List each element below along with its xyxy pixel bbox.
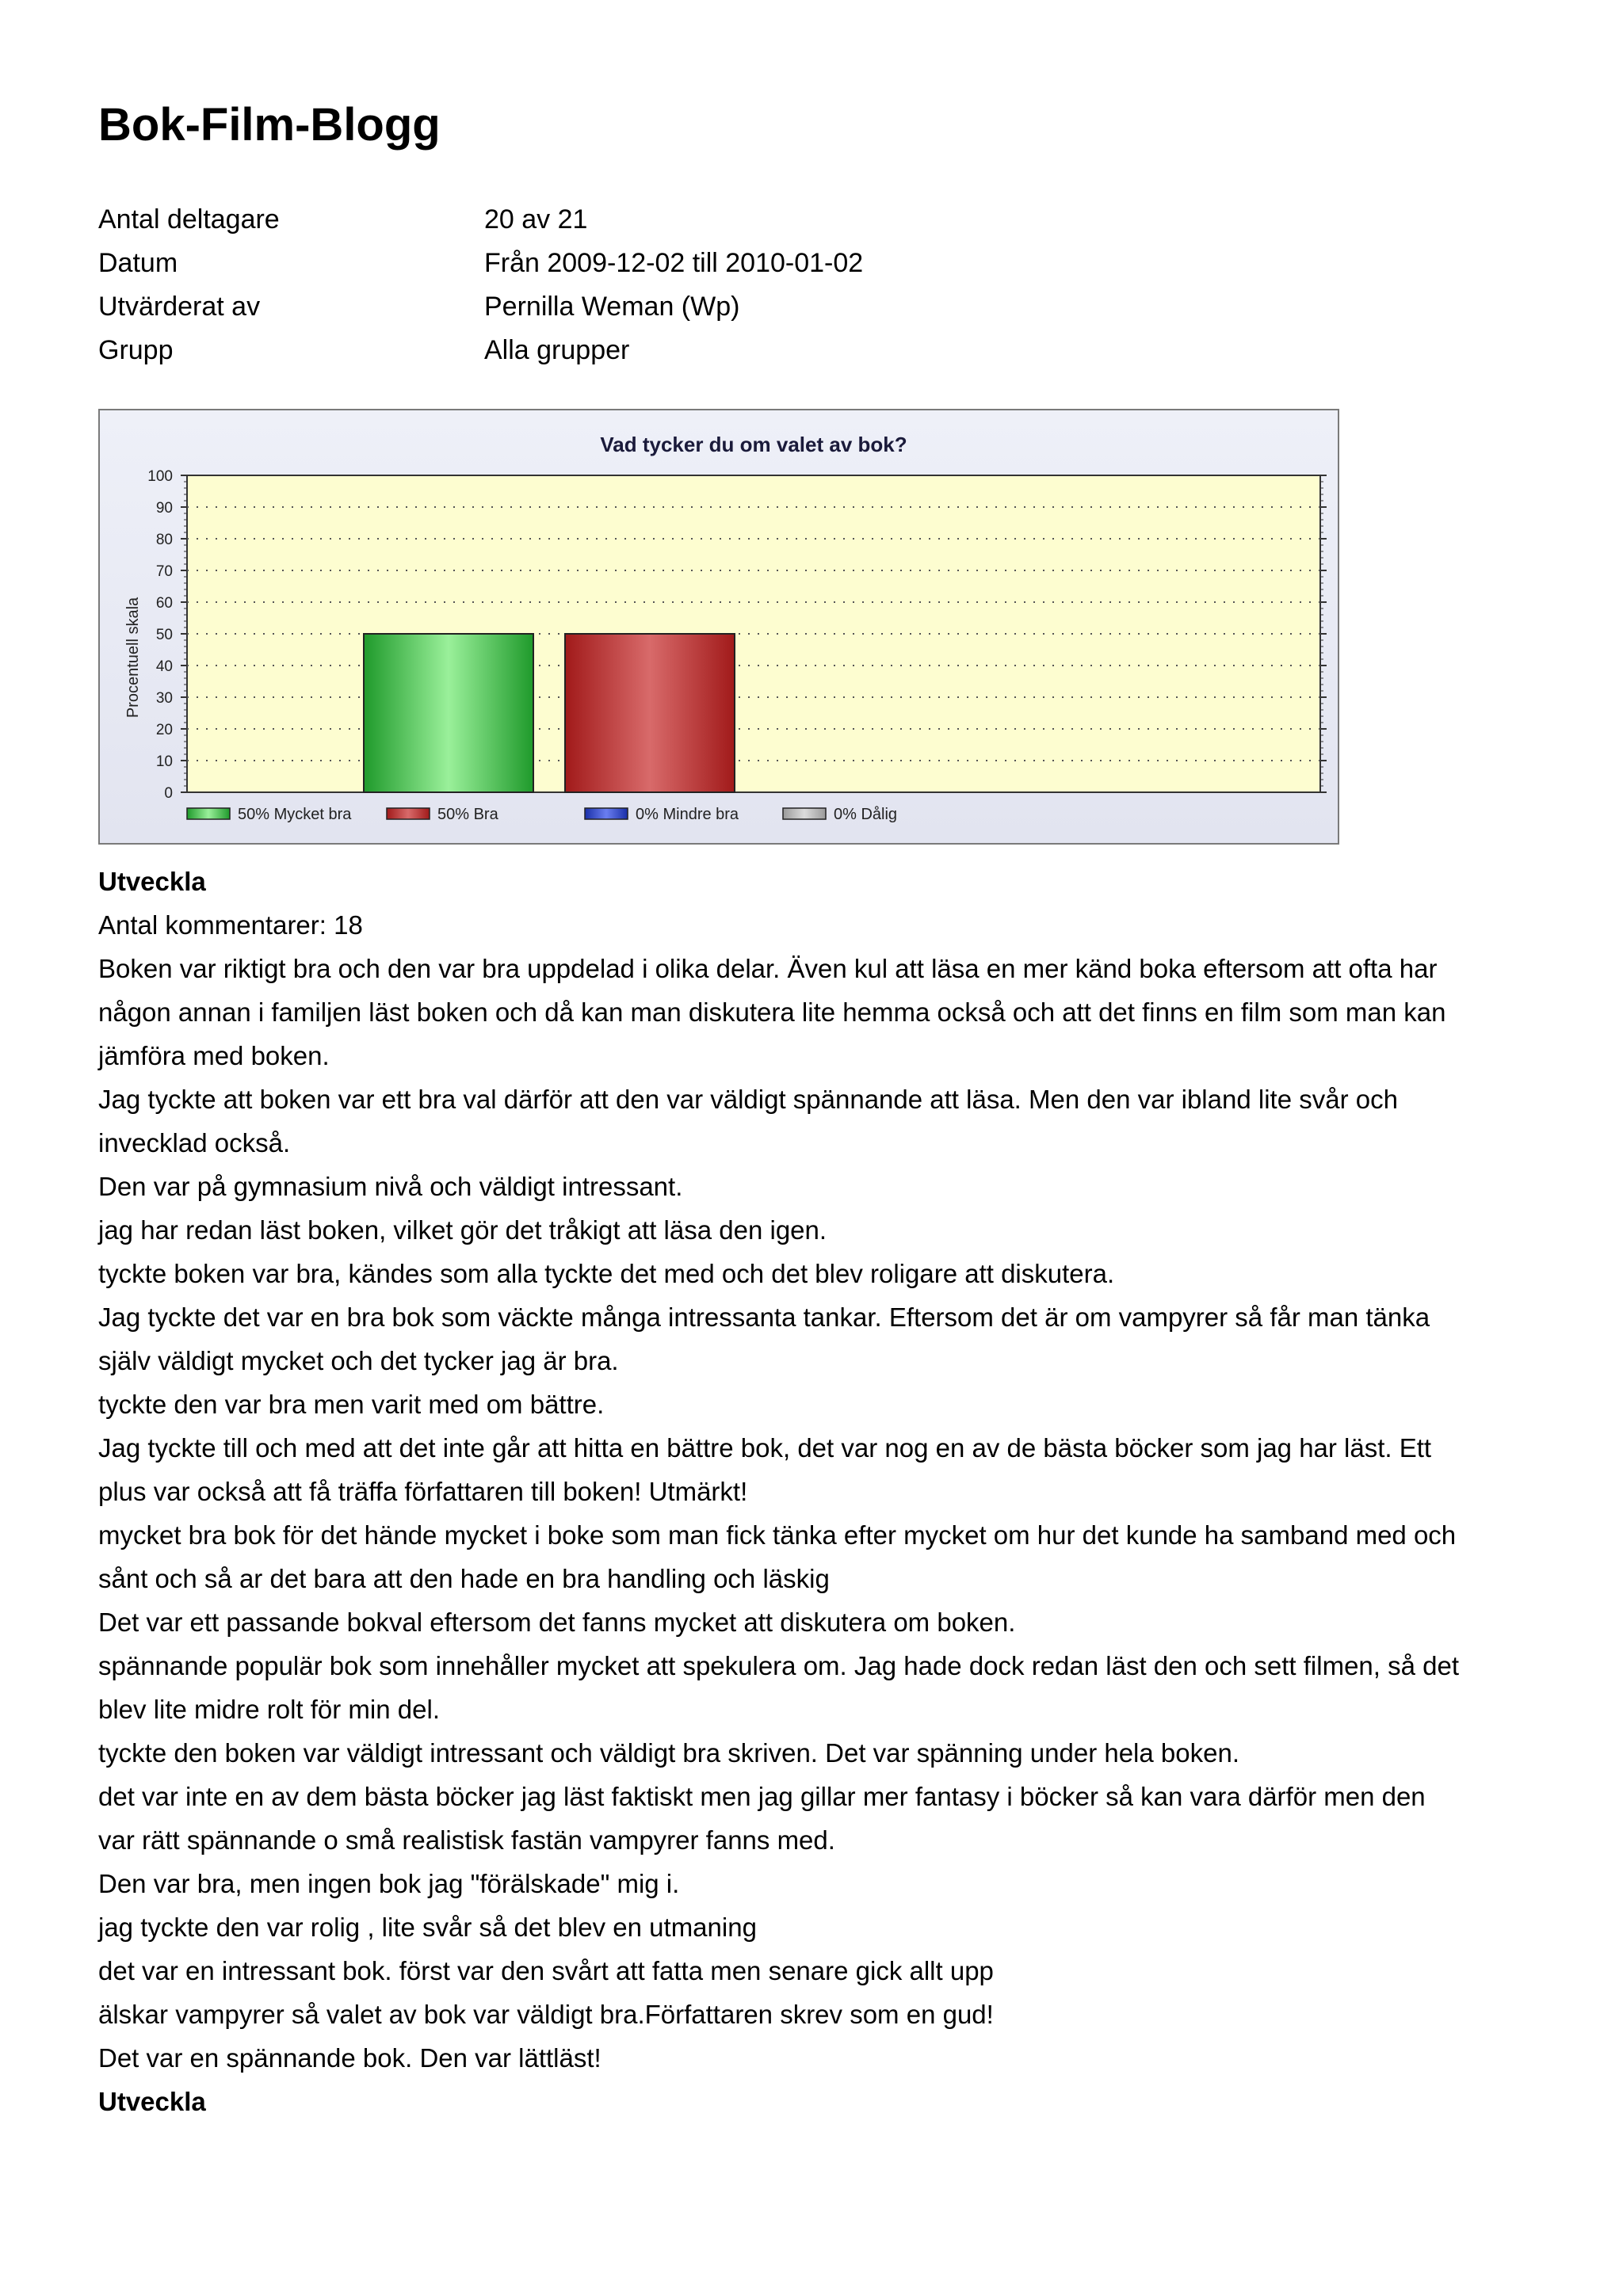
comment-line: jag har redan läst boken, vilket gör det tråkigt att läsa den igen.: [98, 1215, 827, 1245]
comment-line: sånt och så ar det bara att den hade en bra handling och läskig: [98, 1564, 830, 1593]
comment-line: själv väldigt mycket och det tycker jag är bra.: [98, 1346, 619, 1375]
comment-line: Jag tyckte till och med att det inte går att hitta en bättre bok, det var nog en av de bästa böcker som jag har läst. Ett: [98, 1433, 1432, 1463]
legend-swatch: [387, 808, 430, 819]
comment-line: tyckte den boken var väldigt intressant och väldigt bra skriven. Det var spänning under hela boken.: [98, 1738, 1239, 1768]
meta-row: [98, 285, 1049, 329]
meta-value: 20 av 21: [484, 204, 588, 235]
meta-label: Antal deltagare: [98, 204, 280, 235]
y-tick-label: 80: [155, 532, 173, 548]
section-footer-title: Utveckla: [98, 2087, 206, 2116]
comment-count: Antal kommentarer: 18: [98, 910, 363, 940]
comment-line: det var inte en av dem bästa böcker jag läst faktiskt men jag gillar mer fantasy i böcker så kan vara därför men den: [98, 1782, 1426, 1811]
comment-line: spännande populär bok som innehåller mycket att spekulera om. Jag hade dock redan läst den och sett filmen, så det: [98, 1651, 1460, 1680]
meta-value: Alla grupper: [484, 335, 630, 365]
page-title: Bok-Film-Blogg: [98, 99, 441, 151]
comment-line: Boken var riktigt bra och den var bra uppdelad i olika delar. Även kul att läsa en mer känd boka eftersom att ofta har: [98, 954, 1438, 983]
comment-line: det var en intressant bok. först var den svårt att fatta men senare gick allt upp: [98, 1956, 994, 1985]
legend-label: 0% Mindre bra: [636, 806, 739, 823]
legend-swatch: [783, 808, 826, 819]
y-axis-label: Procentuell skala: [124, 597, 142, 719]
meta-row: [98, 329, 1049, 372]
comment-line: Den var på gymnasium nivå och väldigt intressant.: [98, 1172, 683, 1201]
comment-line: blev lite midre rolt för min del.: [98, 1695, 440, 1724]
legend-swatch: [187, 808, 230, 819]
y-tick-label: 90: [155, 500, 173, 517]
section-title: Utveckla: [98, 867, 206, 896]
comment-line: någon annan i familjen läst boken och då kan man diskutera lite hemma också och att det finns en film som man kan: [98, 997, 1446, 1027]
comment-line: Jag tyckte att boken var ett bra val därför att den var väldigt spännande att läsa. Men den var ibland lite svår och: [98, 1085, 1398, 1114]
chart-container: [98, 409, 1339, 845]
y-tick-label: 60: [155, 595, 173, 612]
comment-line: jämföra med boken.: [98, 1041, 330, 1070]
meta-value: Pernilla Weman (Wp): [484, 292, 740, 322]
legend-swatch: [585, 808, 628, 819]
comment-line: mycket bra bok för det hände mycket i boke som man fick tänka efter mycket om hur det kunde ha samband med och: [98, 1520, 1457, 1550]
y-tick-label: 10: [155, 753, 173, 770]
y-tick-label: 20: [155, 722, 173, 738]
comment-line: invecklad också.: [98, 1128, 291, 1158]
legend-label: 50% Mycket bra: [238, 806, 352, 823]
comment-line: älskar vampyrer så valet av bok var väldigt bra.Författaren skrev som en gud!: [98, 2000, 994, 2029]
y-tick-label: 50: [155, 627, 173, 643]
comments-section: [98, 860, 1541, 2123]
plot-area: [187, 475, 1320, 792]
chart-title: Vad tycker du om valet av bok?: [600, 433, 907, 456]
y-tick-label: 100: [147, 468, 173, 485]
legend-label: 0% Dålig: [834, 806, 898, 823]
y-tick-label: 0: [164, 785, 173, 802]
meta-row: [98, 242, 1049, 285]
bar: [364, 634, 533, 792]
y-tick-label: 70: [155, 563, 173, 580]
comment-line: Det var en spännande bok. Den var lättläst!: [98, 2043, 601, 2073]
comment-line: Jag tyckte det var en bra bok som väckte många intressanta tankar. Eftersom det är om vampyrer så får man tänka: [98, 1302, 1430, 1332]
legend-label: 50% Bra: [437, 806, 498, 823]
bar-chart: [100, 410, 1338, 843]
meta-value: Från 2009-12-02 till 2010-01-02: [484, 248, 864, 278]
comment-line: var rätt spännande o små realistisk fastän vampyrer fanns med.: [98, 1825, 835, 1855]
comment-line: tyckte boken var bra, kändes som alla tyckte det med och det blev roligare att diskutera.: [98, 1259, 1115, 1288]
comment-line: plus var också att få träffa författaren till boken! Utmärkt!: [98, 1477, 748, 1506]
comment-line: tyckte den var bra men varit med om bättre.: [98, 1390, 605, 1419]
meta-row: [98, 198, 1049, 242]
comment-line: Den var bra, men ingen bok jag "förälskade" mig i.: [98, 1869, 680, 1898]
meta-label: Datum: [98, 248, 178, 278]
comment-list: [98, 947, 1541, 2080]
meta-label: Grupp: [98, 335, 174, 365]
y-tick-label: 30: [155, 690, 173, 707]
y-tick-label: 40: [155, 658, 173, 675]
comment-line: Det var ett passande bokval eftersom det fanns mycket att diskutera om boken.: [98, 1608, 1016, 1637]
comment-line: jag tyckte den var rolig , lite svår så det blev en utmaning: [98, 1913, 757, 1942]
meta-label: Utvärderat av: [98, 292, 261, 322]
bar: [565, 634, 735, 792]
meta-table: [98, 198, 1049, 372]
